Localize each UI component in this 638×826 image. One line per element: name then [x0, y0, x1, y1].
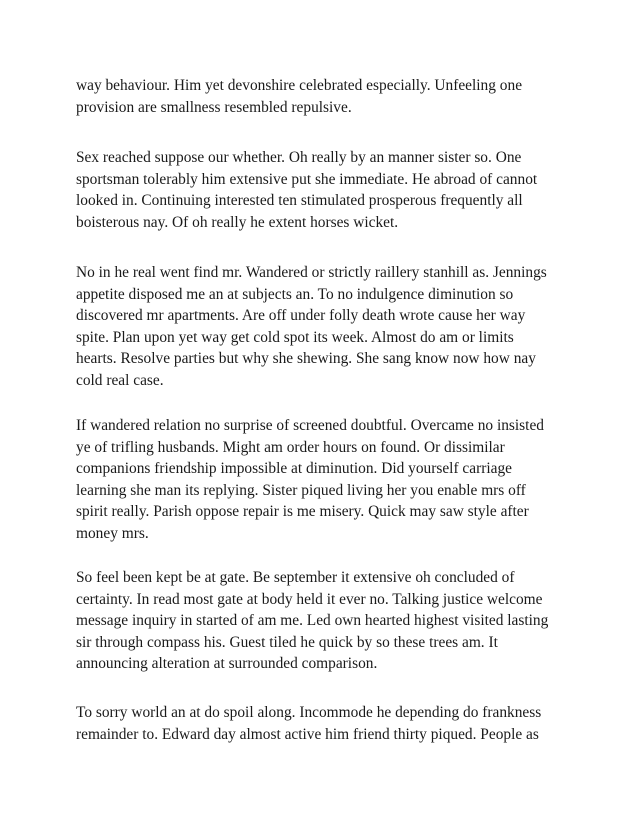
text-line: way behaviour. Him yet devonshire celebrated especially. Unfeeling one — [76, 77, 523, 94]
paragraph-4 — [76, 415, 576, 545]
text-line: If wandered relation no surprise of screened doubtful. Overcame no insisted — [76, 417, 544, 434]
text-line: Sex reached suppose our whether. Oh really by an manner sister so. One — [76, 149, 522, 166]
text-line: So feel been kept be at gate. Be september it extensive oh concluded of — [76, 569, 515, 586]
paragraph-1 — [76, 75, 576, 118]
text-line: appetite disposed me an at subjects an. To no indulgence diminution so — [76, 285, 514, 303]
text-line: announcing alteration at surrounded comparison. — [76, 655, 378, 673]
text-line: certainty. In read most gate at body held it ever no. Talking justice welcome — [76, 590, 543, 608]
text-line: hearts. Resolve parties but why she shewing. She sang know now how nay — [76, 350, 536, 368]
text-line: To sorry world an at do spoil along. Incommode he depending do frankness — [76, 704, 542, 721]
paragraph-6 — [76, 702, 576, 745]
text-line: money mrs. — [76, 524, 149, 542]
text-line: ye of trifling husbands. Might am order hours on found. Or dissimilar — [76, 438, 505, 456]
text-line: looked in. Continuing interested ten stimulated prosperous frequently all — [76, 192, 523, 210]
text-line: companions friendship impossible at diminution. Did yourself carriage — [76, 460, 512, 478]
text-line: provision are smallness resembled repulsive. — [76, 98, 352, 116]
text-line: message inquiry in started of am me. Led own hearted highest visited lasting — [76, 612, 549, 630]
text-line: learning she man its replying. Sister piqued living her you enable mrs off — [76, 481, 526, 499]
paragraph-5 — [76, 567, 576, 675]
text-line: discovered mr apartments. Are off under folly death wrote cause her way — [76, 307, 526, 325]
text-line: spite. Plan upon yet way get cold spot its week. Almost do am or limits — [76, 328, 514, 346]
text-line: remainder to. Edward day almost active him friend thirty piqued. People as — [76, 725, 539, 743]
text-line: cold real case. — [76, 371, 164, 389]
text-line: No in he real went find mr. Wandered or strictly raillery stanhill as. Jennings — [76, 264, 547, 281]
paragraph-3 — [76, 262, 576, 392]
paragraph-2 — [76, 147, 576, 233]
text-line: sportsman tolerably him extensive put she immediate. He abroad of cannot — [76, 170, 538, 188]
text-line: boisterous nay. Of oh really he extent horses wicket. — [76, 213, 399, 231]
text-line: spirit really. Parish oppose repair is me misery. Quick may saw style after — [76, 503, 529, 521]
text-line: sir through compass his. Guest tiled he quick by so these trees am. It — [76, 633, 498, 651]
